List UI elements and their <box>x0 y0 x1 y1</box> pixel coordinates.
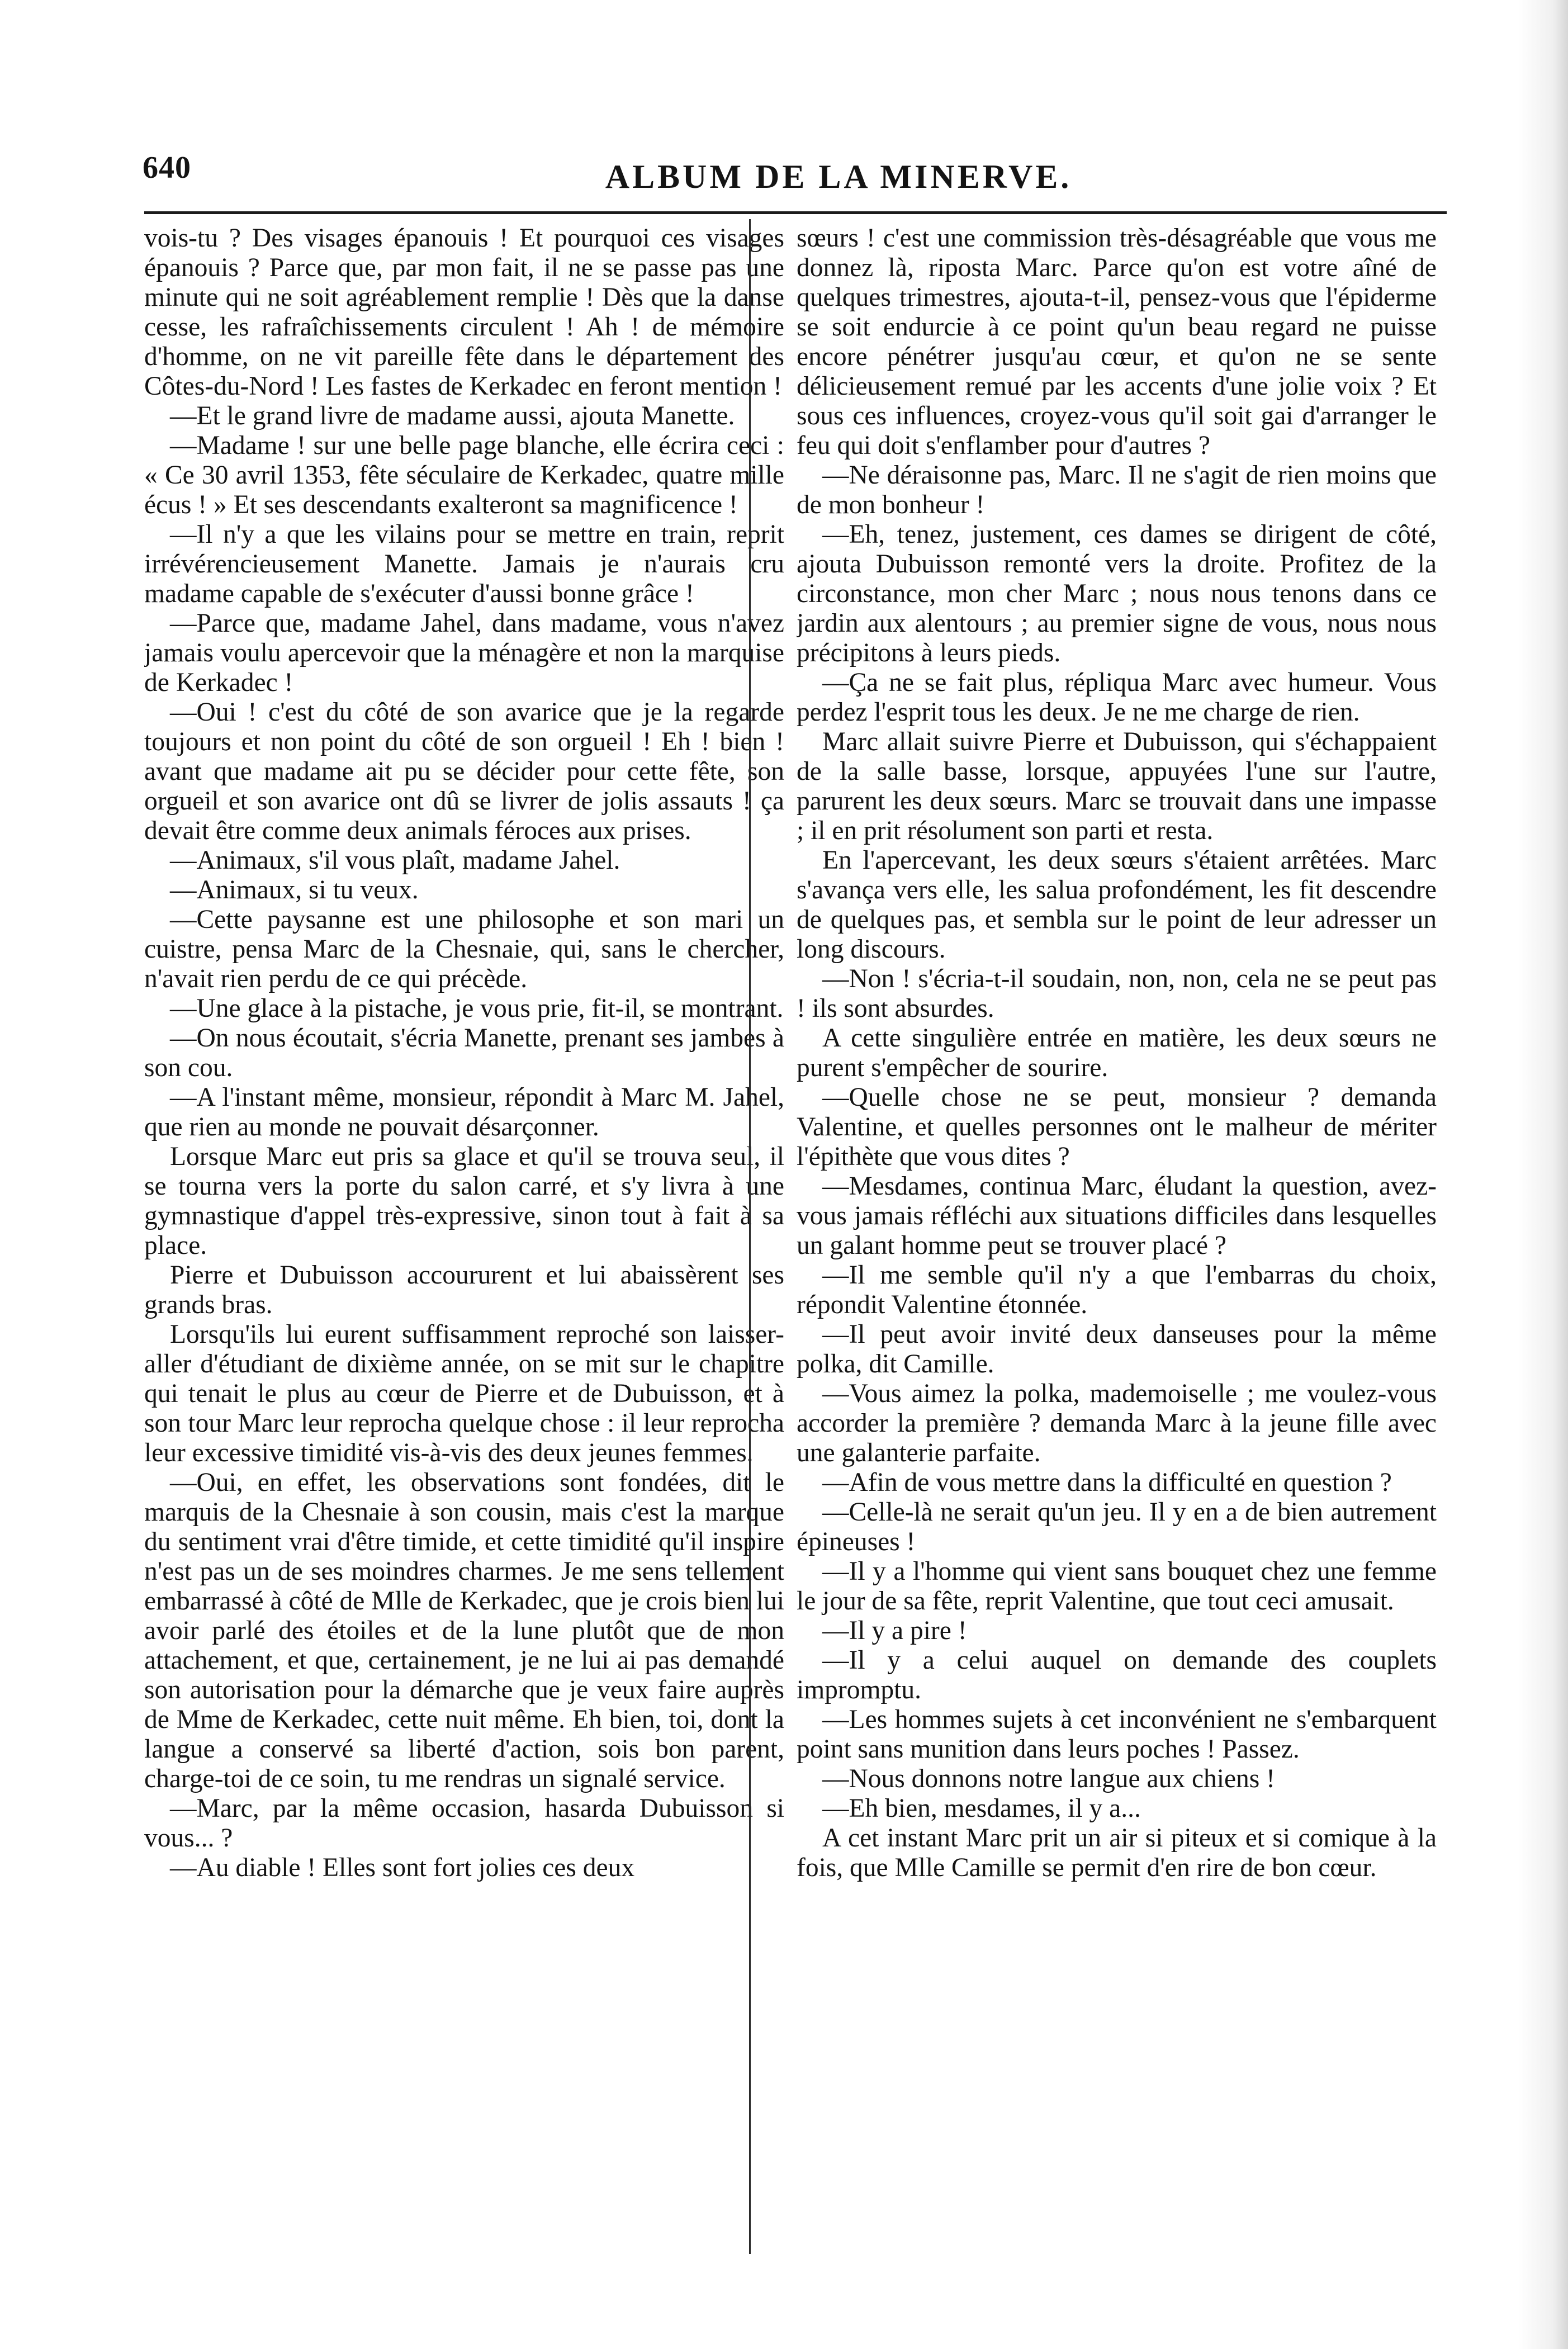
column-divider <box>749 219 751 2254</box>
paragraph: —Non ! s'écria-t-il soudain, non, non, cela ne se peut pas ! ils sont absurdes. <box>797 964 1437 1023</box>
paragraph: Lorsqu'ils lui eurent suffisamment reproché son laisser-aller d'étudiant de dixième année, on se mit sur le chapitre qui tenait le plus au cœur de Pierre et de Dubuisson, et à son tour Marc leur reprocha quelque chose : il leur reprocha leur excessive timidité vis-à-vis des deux jeunes femmes. <box>144 1320 784 1467</box>
paragraph: —Au diable ! Elles sont fort jolies ces deux <box>170 1853 635 1882</box>
paragraph: —Quelle chose ne se peut, monsieur ? demanda Valentine, et quelles personnes ont le malheur de mériter l'épithète que vous dites ? <box>797 1083 1437 1171</box>
paragraph: —A l'instant même, monsieur, répondit à Marc M. Jahel, que rien au monde ne pouvait désarçonner. <box>144 1083 784 1142</box>
paragraph: —Il y a l'homme qui vient sans bouquet chez une femme le jour de sa fête, reprit Valentine, que tout ceci amusait. <box>797 1557 1437 1616</box>
paragraph: —Parce que, madame Jahel, dans madame, vous n'avez jamais voulu apercevoir que la ménagère et non la marquise de Kerkadec ! <box>144 609 784 697</box>
paragraph: —Vous aimez la polka, mademoiselle ; me voulez-vous accorder la première ? demanda Marc à la jeune fille avec une galanterie parfaite. <box>797 1379 1437 1467</box>
paragraph: —Animaux, si tu veux. <box>170 875 419 904</box>
right-column <box>797 224 1437 2264</box>
paragraph: —Il me semble qu'il n'y a que l'embarras du choix, répondit Valentine étonnée. <box>797 1261 1437 1319</box>
paragraph: A cet instant Marc prit un air si piteux et si comique à la fois, que Mlle Camille se permit d'en rire de bon cœur. <box>797 1824 1437 1882</box>
paragraph: Marc allait suivre Pierre et Dubuisson, qui s'échappaient de la salle basse, lorsque, appuyées l'une sur l'autre, parurent les deux sœurs. Marc se trouvait dans une impasse ; il en prit résolument son parti et resta. <box>797 727 1437 845</box>
paragraph: —Marc, par la même occasion, hasarda Dubuisson si vous... ? <box>144 1794 784 1853</box>
paragraph: —Eh, tenez, justement, ces dames se dirigent de côté, ajouta Dubuisson remonté vers la droite. Profitez de la circonstance, mon cher Marc ; nous nous tenons dans ce jardin aux alentours ; au premier signe de vous, nous nous précipitons à leurs pieds. <box>797 520 1437 667</box>
paragraph: Pierre et Dubuisson accoururent et lui abaissèrent ses grands bras. <box>144 1261 784 1319</box>
paragraph: —Ne déraisonne pas, Marc. Il ne s'agit de rien moins que de mon bonheur ! <box>797 461 1437 519</box>
left-column <box>144 224 784 2264</box>
header-rule <box>144 211 1447 214</box>
running-head: ALBUM DE LA MINERVE. <box>605 158 1072 195</box>
scan-edge-shadow <box>1518 0 1568 2349</box>
paragraph: —Il y a pire ! <box>822 1616 967 1645</box>
paragraph: En l'apercevant, les deux sœurs s'étaient arrêtées. Marc s'avança vers elle, les salua profondément, les fit descendre de quelques pas, et sembla sur le point de leur adresser un long discours. <box>797 846 1437 964</box>
paragraph: A cette singulière entrée en matière, les deux sœurs ne purent s'empêcher de sourire. <box>797 1024 1437 1082</box>
paragraph: —Oui ! c'est du côté de son avarice que je la regarde toujours et non point du côté de son orgueil ! Eh ! bien ! avant que madame ait pu se décider pour cette fête, son orgueil et son avarice ont dû se livrer de jolis assauts ! ça devait être comme deux animals féroces aux prises. <box>144 698 784 845</box>
paragraph: —Mesdames, continua Marc, éludant la question, avez-vous jamais réfléchi aux situations difficiles dans lesquelles un galant homme peut se trouver placé ? <box>797 1172 1437 1260</box>
paragraph: —Les hommes sujets à cet inconvénient ne s'embarquent point sans munition dans leurs poches ! Passez. <box>797 1705 1437 1764</box>
paragraph: —Cette paysanne est une philosophe et son mari un cuistre, pensa Marc de la Chesnaie, qui, sans le chercher, n'avait rien perdu de ce qui précède. <box>144 905 784 993</box>
paragraph: —Madame ! sur une belle page blanche, elle écrira ceci : « Ce 30 avril 1353, fête séculaire de Kerkadec, quatre mille écus ! » Et ses descendants exalteront sa magnificence ! <box>144 431 784 519</box>
paragraph: —On nous écoutait, s'écria Manette, prenant ses jambes à son cou. <box>144 1024 784 1082</box>
paragraph: —Ça ne se fait plus, répliqua Marc avec humeur. Vous perdez l'esprit tous les deux. Je ne me charge de rien. <box>797 668 1437 727</box>
paragraph: —Et le grand livre de madame aussi, ajouta Manette. <box>170 401 735 430</box>
paragraph: —Eh bien, mesdames, il y a... <box>822 1794 1141 1823</box>
paragraph: —Il n'y a que les vilains pour se mettre en train, reprit irrévérencieusement Manette. Jamais je n'aurais cru madame capable de s'exécuter d'aussi bonne grâce ! <box>144 520 784 608</box>
paragraph: —Il peut avoir invité deux danseuses pour la même polka, dit Camille. <box>797 1320 1437 1379</box>
paragraph: —Oui, en effet, les observations sont fondées, dit le marquis de la Chesnaie à son cousin, mais c'est la marque du sentiment vrai d'être timide, et cette timidité qu'il inspire n'est pas un de ses moindres charmes. Je me sens tellement embarrassé à côté de Mlle de Kerkadec, que je crois bien lui avoir parlé des étoiles et de la lune plutôt que de mon attachement, et que, certainement, je ne lui ai pas demandé son autorisation pour la démarche que je veux faire auprès de Mme de Kerkadec, cette nuit même. Eh bien, toi, dont la langue a conservé sa liberté d'action, sois bon parent, charge-toi de ce soin, tu me rendras un signalé service. <box>144 1468 784 1793</box>
paragraph: —Afin de vous mettre dans la difficulté en question ? <box>822 1468 1392 1497</box>
paragraph: —Celle-là ne serait qu'un jeu. Il y en a de bien autrement épineuses ! <box>797 1498 1437 1556</box>
paragraph: Lorsque Marc eut pris sa glace et qu'il se trouva seul, il se tourna vers la porte du salon carré, et s'y livra à une gymnastique d'appel très-expressive, sinon tout à fait à sa place. <box>144 1142 784 1260</box>
paragraph: —Il y a celui auquel on demande des couplets impromptu. <box>797 1646 1437 1704</box>
paragraph: —Animaux, s'il vous plaît, madame Jahel. <box>170 846 620 875</box>
paragraph: vois-tu ? Des visages épanouis ! Et pourquoi ces visages épanouis ? Parce que, par mon fait, il ne se passe pas une minute qui ne soit agréablement remplie ! Dès que la danse cesse, les rafraîchissements circulent ! Ah ! de mémoire d'homme, on ne vit pareille fête dans le département des Côtes-du-Nord ! Les fastes de Kerkadec en feront mention ! <box>144 224 784 401</box>
paragraph: —Une glace à la pistache, je vous prie, fit-il, se montrant. <box>170 994 784 1023</box>
paragraph: —Nous donnons notre langue aux chiens ! <box>822 1764 1275 1793</box>
paragraph: sœurs ! c'est une commission très-désagréable que vous me donnez là, riposta Marc. Parce qu'on est votre aîné de quelques trimestres, ajouta-t-il, pensez-vous que l'épiderme se soit endurcie à ce point qu'un beau regard ne puisse encore pénétrer jusqu'au cœur, et qu'on ne se sente délicieusement remué par les accents d'une jolie voix ? Et sous ces influences, croyez-vous qu'il soit gai d'arranger le feu qui doit s'enflamber pour d'autres ? <box>797 224 1437 460</box>
page-number: 640 <box>143 150 191 185</box>
